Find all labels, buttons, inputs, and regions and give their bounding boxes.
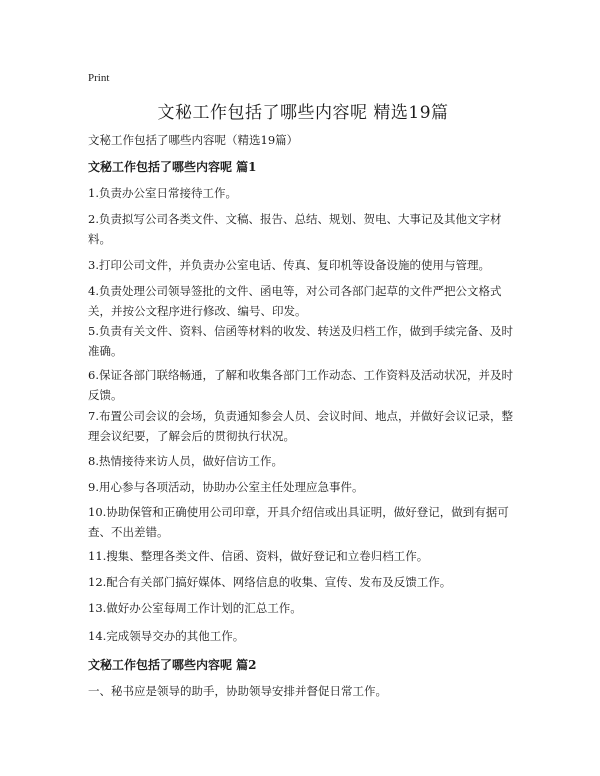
list-item: 3.打印公司文件，并负责办公室电话、传真、复印机等设备设施的使用与管理。 bbox=[88, 258, 490, 272]
list-item: 一、秘书应是领导的助手，协助领导安排并督促日常工作。 bbox=[88, 684, 387, 698]
list-item: 9.用心参与各项活动，协助办公室主任处理应急事件。 bbox=[88, 480, 364, 494]
list-item: 8.热情接待来访人员，做好信访工作。 bbox=[88, 454, 283, 468]
list-item: 1.负责办公室日常接待工作。 bbox=[88, 186, 237, 200]
document-subtitle: 文秘工作包括了哪些内容呢（精选19篇） bbox=[88, 133, 299, 147]
list-item: 4.负责处理公司领导签批的文件、函电等，对公司各部门起草的文件严把公文格式关，并按公文程序进行修改、编号、印发。 bbox=[88, 284, 502, 318]
list-item: 6.保证各部门联络畅通，了解和收集各部门工作动态、工作资料及活动状况，并及时反馈。 bbox=[88, 368, 513, 402]
list-item: 5.负责有关文件、资料、信函等材料的收发、转送及归档工作，做到手续完备、及时准确。 bbox=[88, 324, 513, 358]
document-title: 文秘工作包括了哪些内容呢 精选19篇 bbox=[157, 103, 449, 123]
list-item: 2.负责拟写公司各类文件、文稿、报告、总结、规划、贺电、大事记及其他文字材料。 bbox=[88, 212, 502, 246]
list-item: 14.完成领导交办的其他工作。 bbox=[88, 629, 245, 643]
print-link[interactable]: Print bbox=[88, 72, 110, 84]
section-heading-1: 文秘工作包括了哪些内容呢 篇1 bbox=[88, 160, 257, 174]
list-item: 12.配合有关部门搞好媒体、网络信息的收集、宣传、发布及反馈工作。 bbox=[88, 575, 452, 589]
list-item: 11.搜集、整理各类文件、信函、资料，做好登记和立卷归档工作。 bbox=[88, 549, 429, 563]
list-item: 10.协助保管和正确使用公司印章，开具介绍信或出具证明，做好登记，做到有据可查、不出差错。 bbox=[88, 505, 509, 539]
section-heading-2: 文秘工作包括了哪些内容呢 篇2 bbox=[88, 658, 257, 672]
list-item: 13.做好办公室每周工作计划的汇总工作。 bbox=[88, 601, 302, 615]
list-item: 7.布置公司会议的会场，负责通知参会人员、会议时间、地点，并做好会议记录，整理会议纪要，了解会后的贯彻执行状况。 bbox=[88, 409, 513, 443]
